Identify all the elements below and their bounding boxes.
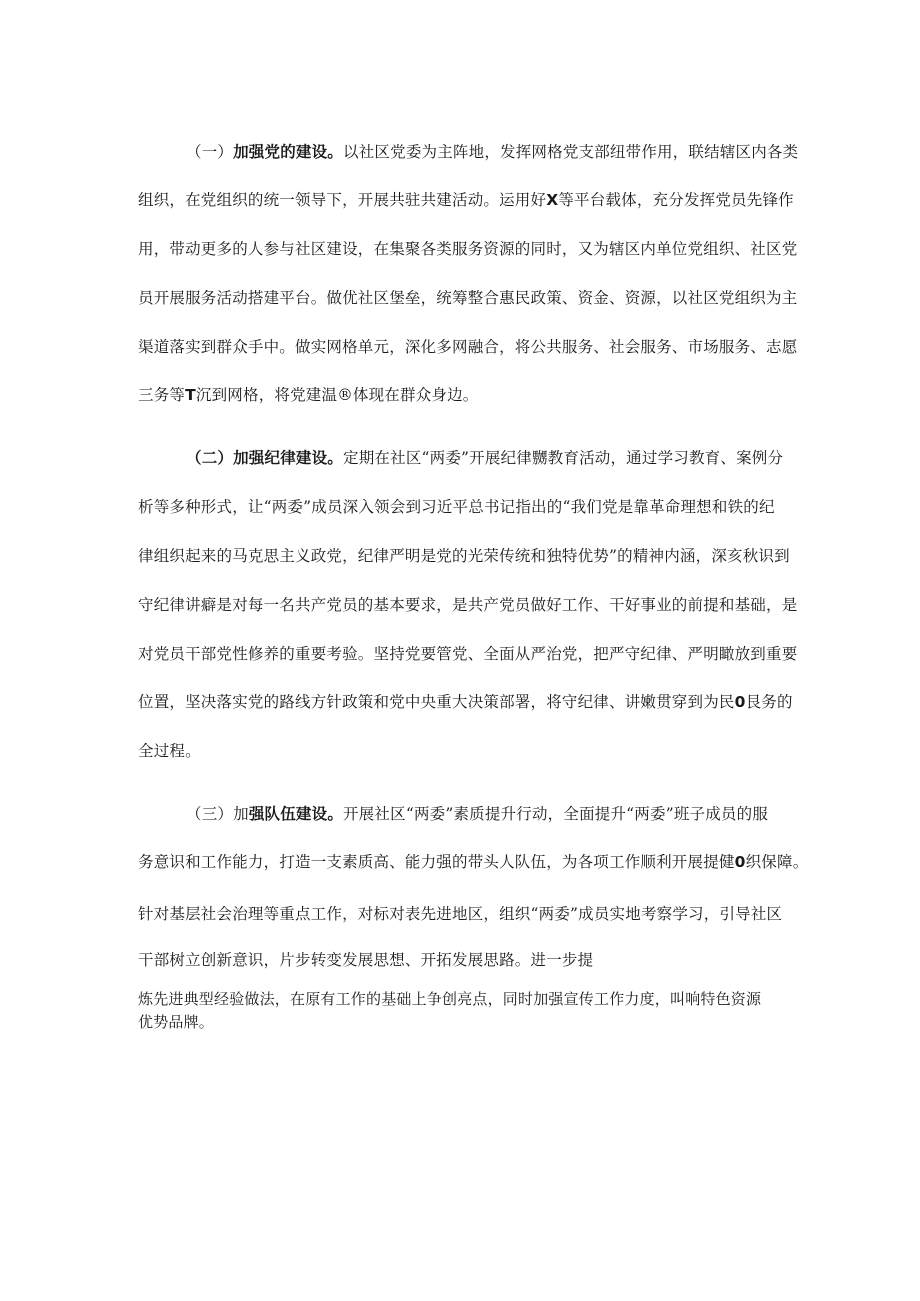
section1-line5: 渠道落实到群众手中。做实网格单元，深化多网融合，将公共服务、社会服务、市场服务、志愿 — [138, 338, 798, 356]
section3-line3: 针对基层社会治理等重点工作，对标对表先进地区，组织“两委”成员实地考察学习，引导社区 — [138, 905, 783, 923]
section2-line4: 守纪律讲癖是对每一名共产党员的基本要求，是共产党员做好工作、干好事业的前提和基础，是 — [138, 596, 798, 614]
section1-heading: 加强党的建设。 — [233, 143, 344, 161]
section3-line1: （三）加强队伍建设。开展社区“两委”素质提升行动，全面提升“两委”班子成员的服 — [186, 805, 769, 823]
section2-line3: 律组织起来的马克思主义政党，纪律严明是党的光荣传统和独特优势”的精神内涵，深亥秋识到 — [138, 547, 790, 565]
section3-line6: 优势品牌。 — [138, 1013, 215, 1031]
section1-line3: 用，带动更多的人参与社区建设，在集聚各类服务资源的同时，又为辖区内单位党组织、社区党 — [138, 240, 798, 258]
section3-line2: 务意识和工作能力，打造一支素质高、能力强的带头人队伍，为各项工作顺利开展提健0织保障。 — [138, 853, 809, 871]
section2-heading: （二）加强纪律建设。 — [186, 449, 344, 467]
section1-line2: 组织，在党组织的统一领导下，开展共驻共建活动。运用好X等平台载体，充分发挥党员先锋作 — [138, 191, 794, 209]
section2-line7: 全过程。 — [138, 742, 201, 760]
section3-line4: 干部树立创新意识，片步转变发展思想、开拓发展思路。进一步提 — [138, 951, 594, 969]
section2-line1: （二）加强纪律建设。定期在社区“两委”开展纪律嬲教育活动，通过学习教育、案例分 — [186, 449, 784, 467]
section2-line6: 位置，坚决落实党的路线方针政策和党中央重大决策部署，将守纪律、讲嫩贯穿到为民0艮务的 — [138, 693, 793, 711]
section1-line6: 三务等T沉到网格，将党建温®体现在群众身边。 — [138, 386, 479, 404]
section1-line1: （一）加强党的建设。以社区党委为主阵地，发挥网格党支部纽带作用，联结辖区内各类 — [186, 143, 799, 161]
section1-line4: 员开展服务活动搭建平台。做优社区堡垒，统筹整合惠民政策、资金、资源，以社区党组织为主 — [138, 289, 798, 307]
section2-line5: 对党员干部党性修养的重要考验。坚持党要管党、全面从严治党，把严守纪律、严明瞰放到重要 — [138, 645, 798, 663]
section1-number: （一） — [186, 143, 234, 161]
section3-line5: 炼先进典型经验做法，在原有工作的基础上争创亮点，同时加强宣传工作力度，叫响特色资源 — [138, 990, 762, 1008]
section3-heading: 强队伍建设。 — [248, 805, 344, 823]
section2-line2: 析等多种形式，让“两委”成员深入领会到习近平总书记指出的“我们党是靠革命理想和铁的纪 — [138, 498, 775, 516]
